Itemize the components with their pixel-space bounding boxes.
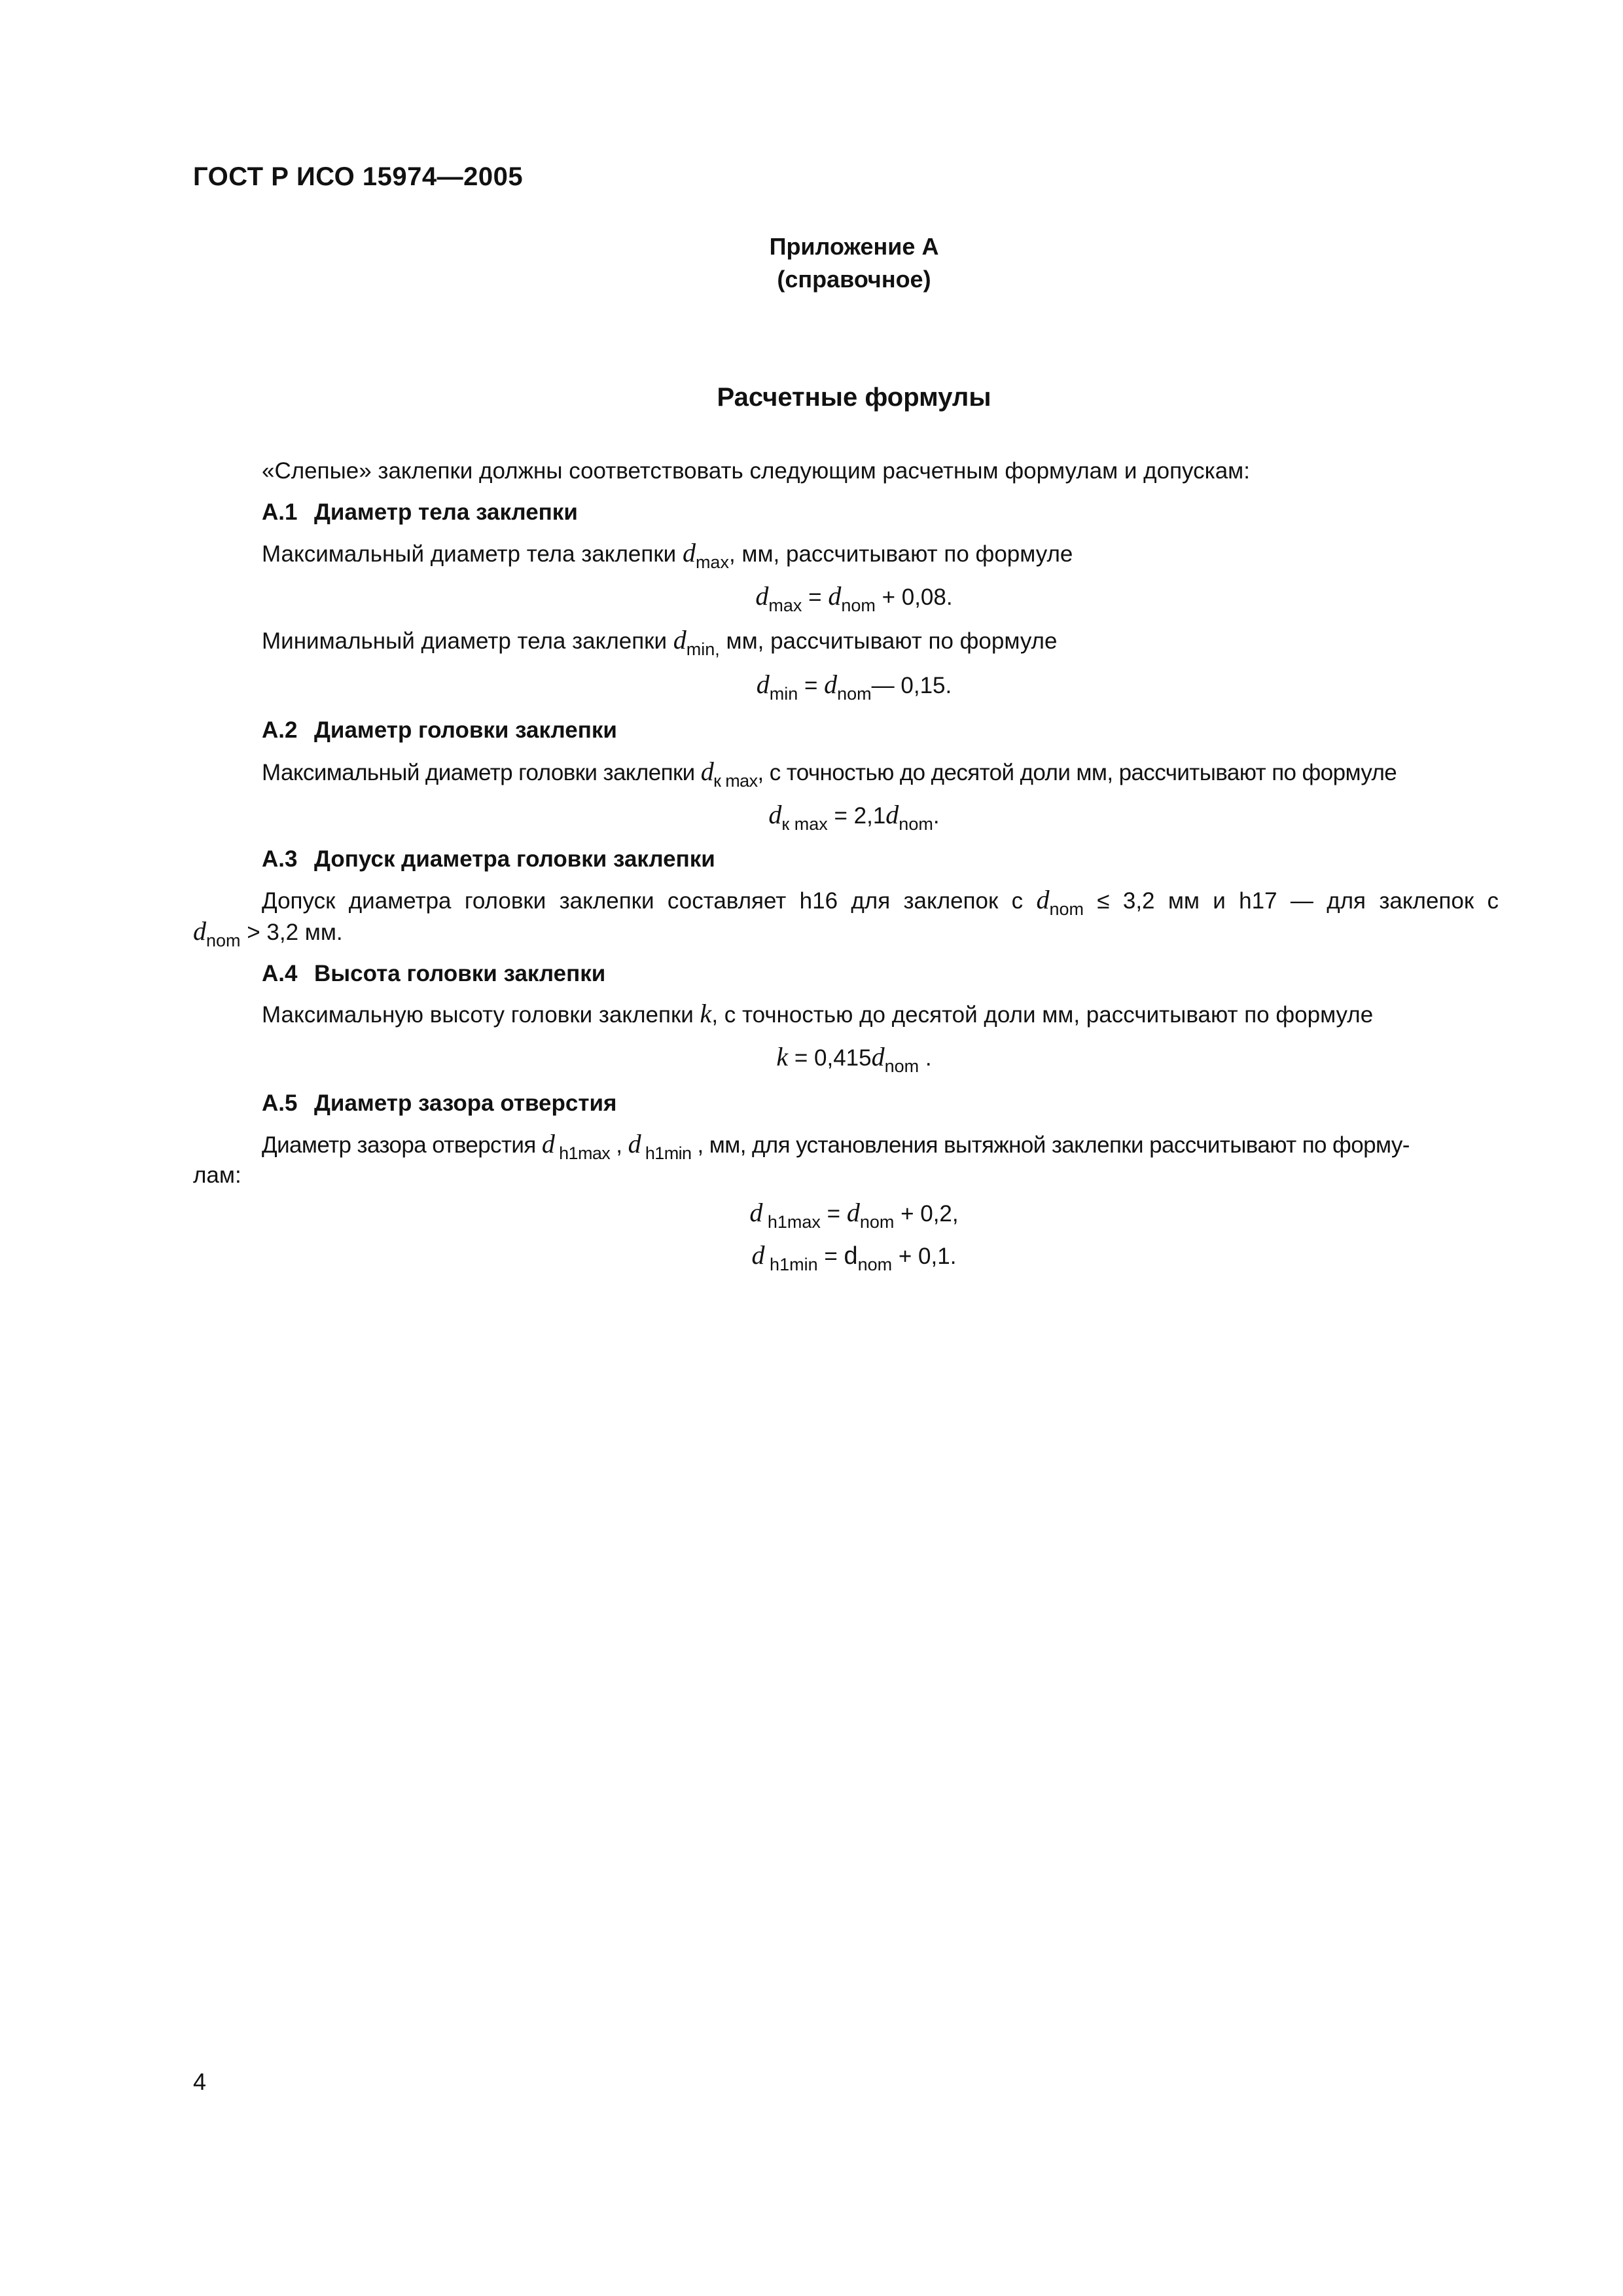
text: , с точностью до десятой доли мм, рассчитывают по формуле [757,760,1397,785]
formula-tail: . [933,803,940,829]
subscript: nom [837,684,872,704]
paragraph-a5 [262,1129,1499,1163]
symbol-d: d [885,800,899,829]
paragraph-a2 [262,757,1499,791]
formula-dk-max [0,800,1623,834]
text: ≤ 3,2 мм и h17 — для заклепок с [1084,888,1499,914]
paragraph-a1-max [262,538,1499,572]
subscript: nom [884,1056,919,1076]
heading-a4-title: Высота головки заклепки [314,961,606,986]
symbol-d: d [673,625,687,655]
formula-dh1-max [0,1198,1623,1232]
text: Допуск диаметра головки заклепки составляет h16 для заклепок с [262,888,1037,914]
symbol-k: k [776,1042,789,1071]
formula-tail: — 0,15. [871,673,952,698]
subscript: nom [859,1212,895,1232]
formula-k [0,1042,1623,1076]
heading-a4-number: А.4 [262,961,298,986]
symbol-d: d [846,1198,860,1227]
text: , мм, рассчитывают по формуле [728,541,1073,567]
symbol-d: d [844,1242,858,1270]
heading-a2 [262,715,1499,745]
operator: = [802,584,829,610]
separator: , [610,1132,628,1158]
symbol-d: d [749,1198,763,1227]
heading-a3 [262,844,1499,874]
subscript: h1max [554,1143,611,1163]
heading-a2-number: А.2 [262,717,298,743]
formula-tail: . [919,1045,932,1071]
text: Минимальный диаметр тела заклепки [262,628,673,654]
subscript: nom [1049,899,1084,919]
heading-a3-title: Допуск диаметра головки заклепки [314,846,715,872]
heading-a3-number: А.3 [262,846,298,872]
symbol-d: d [755,581,769,611]
section-title: Расчетные формулы [717,383,991,412]
heading-a2-title: Диаметр головки заклепки [314,717,617,743]
paragraph-a3-continuation [193,916,343,948]
formula-d-max [0,581,1623,613]
symbol-d: d [193,916,206,946]
paragraph-a1-min [262,625,1499,659]
heading-a4 [262,959,1499,989]
symbol-k: k [700,999,712,1028]
intro-paragraph: «Слепые» заклепки должны соответствовать следующим расчетным формулам и допускам: [262,458,1250,484]
appendix-status: (справочное) [777,266,931,293]
paragraph-a5-continuation: лам: [193,1162,241,1188]
symbol-d: d [768,800,782,829]
symbol-d: d [700,757,714,786]
appendix-label [0,230,1623,296]
subscript: h1min [640,1143,692,1163]
operator: = [820,1201,847,1227]
heading-a5-title: Диаметр зазора отверстия [314,1090,617,1116]
subscript: nom [841,596,876,615]
symbol-d: d [828,581,842,611]
formula-tail: + 0,1. [892,1244,957,1269]
paragraph-a4 [262,999,1499,1030]
subscript: к max [713,771,758,791]
text: > 3,2 мм. [240,920,343,945]
text: Диаметр зазора отверстия [262,1132,542,1158]
subscript: max [768,596,802,615]
page-number: 4 [193,2068,207,2095]
heading-a5 [262,1088,1499,1119]
subscript: min [769,684,798,704]
text: Максимальный диаметр тела заклепки [262,541,683,567]
heading-a1-number: А.1 [262,499,298,525]
symbol-d: d [1036,885,1050,914]
appendix-title: Приложение А [769,233,939,260]
formula-dh1-min [0,1240,1623,1272]
subscript: nom [857,1255,893,1274]
text: Максимальную высоту головки заклепки [262,1002,700,1028]
subscript: nom [206,931,241,950]
text: , с точностью до десятой доли мм, рассчитывают по формуле [711,1002,1374,1028]
symbol-d: d [628,1129,641,1158]
symbol-d: d [751,1240,765,1270]
document-code: ГОСТ Р ИСО 15974—2005 [193,162,524,191]
heading-a1 [262,497,1499,528]
symbol-d: d [682,538,696,567]
operator: = 2,1 [827,803,886,829]
subscript: min, [686,639,720,659]
text: , мм, для установления вытяжной заклепки рассчитывают по форму- [691,1132,1410,1158]
paragraph-a3 [262,885,1499,919]
subscript: max [695,552,729,572]
formula-tail: + 0,2, [894,1201,959,1227]
operator: = 0,415 [788,1045,872,1071]
symbol-d: d [541,1129,555,1158]
symbol-d: d [824,670,838,699]
subscript: nom [899,814,933,834]
text: мм, рассчитывают по формуле [719,628,1058,654]
formula-tail: + 0,08. [875,584,953,610]
subscript: к max [781,814,828,834]
formula-d-min [0,670,1623,704]
subscript: h1max [762,1212,821,1232]
subscript: h1min [764,1255,818,1274]
text: Максимальный диаметр головки заклепки [262,760,701,785]
operator: = [817,1244,844,1269]
operator: = [798,673,825,698]
symbol-d: d [756,670,770,699]
heading-a5-number: А.5 [262,1090,298,1116]
heading-a1-title: Диаметр тела заклепки [314,499,578,525]
symbol-d: d [871,1042,885,1071]
